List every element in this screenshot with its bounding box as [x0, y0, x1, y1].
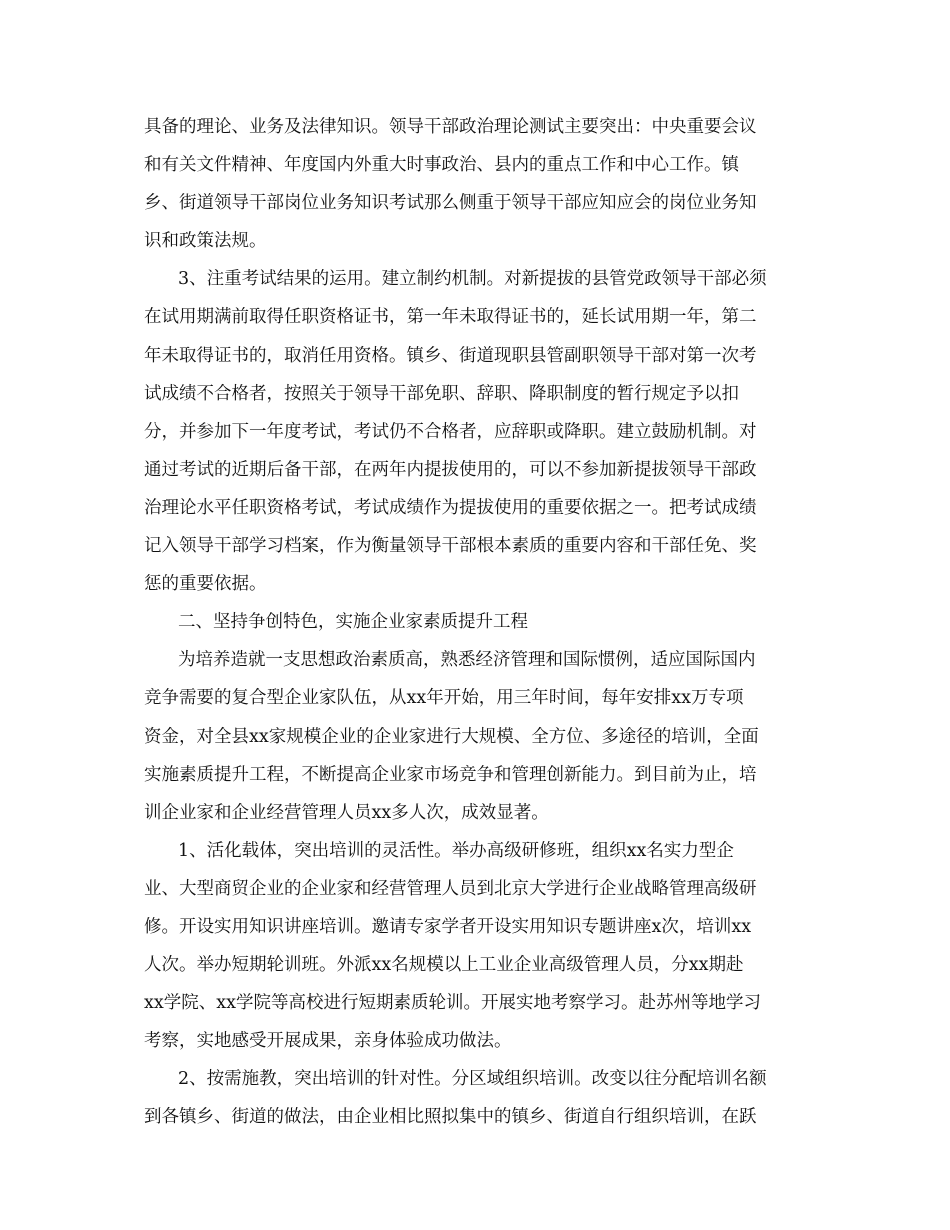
paragraph-first-line: 2、按需施教，突出培训的针对性。分区域组织培训。改变以往分配培训名额 [178, 1069, 767, 1090]
text-line: 和有关文件精神、年度国内外重大时事政治、县内的重点工作和中心工作。镇 [144, 155, 739, 176]
text-line: 业、大型商贸企业的企业家和经营管理人员到北京大学进行企业战略管理高级研 [144, 878, 757, 899]
paragraph-first-line: 1、活化载体，突出培训的灵活性。举办高级研修班，组织xx名实力型企 [178, 840, 734, 861]
text-line: 年未取得证书的，取消任用资格。镇乡、街道现职县管副职领导干部对第一次考 [144, 345, 757, 366]
text-line: 惩的重要依据。 [144, 574, 267, 595]
text-line: 记入领导干部学习档案，作为衡量领导干部根本素质的重要内容和干部任免、奖 [144, 536, 757, 557]
text-line: 训企业家和企业经营管理人员xx多人次，成效显著。 [144, 802, 549, 823]
text-line: 治理论水平任职资格考试，考试成绩作为提拔使用的重要依据之一。把考试成绩 [144, 497, 757, 518]
section-heading: 二、坚持争创特色，实施企业家素质提升工程 [178, 612, 528, 633]
paragraph-first-line: 3、注重考试结果的运用。建立制约机制。对新提拔的县管党政领导干部必须 [178, 269, 767, 290]
text-line: 竞争需要的复合型企业家队伍，从xx年开始，用三年时间，每年安排xx万专项 [144, 688, 744, 709]
text-line: 考察，实地感受开展成果，亲身体验成功做法。 [144, 1031, 512, 1052]
paragraph-first-line: 为培养造就一支思想政治素质高，熟悉经济管理和国际惯例，适应国际国内 [178, 650, 756, 671]
text-line: 通过考试的近期后备干部，在两年内提拔使用的，可以不参加新提拔领导干部政 [144, 459, 757, 480]
text-line: 修。开设实用知识讲座培训。邀请专家学者开设实用知识专题讲座x次，培训xx [144, 916, 752, 937]
text-line: 到各镇乡、街道的做法，由企业相比照拟集中的镇乡、街道自行组织培训，在跃 [144, 1107, 757, 1128]
text-line: 试成绩不合格者，按照关于领导干部免职、辞职、降职制度的暂行规定予以扣 [144, 383, 739, 404]
text-line: 具备的理论、业务及法律知识。领导干部政治理论测试主要突出：中央重要会议 [144, 117, 757, 137]
text-line: 资金，对全县xx家规模企业的企业家进行大规模、全方位、多途径的培训，全面 [144, 726, 759, 747]
text-line: 人次。举办短期轮训班。外派xx名规模以上工业企业高级管理人员，分xx期赴 [144, 955, 744, 976]
text-line: xx学院、xx学院等高校进行短期素质轮训。开展实地考察学习。赴苏州等地学习 [144, 993, 761, 1014]
text-line: 在试用期满前取得任职资格证书，第一年未取得证书的，延长试用期一年，第二 [144, 307, 757, 328]
text-line: 分，并参加下一年度考试，考试仍不合格者，应辞职或降职。建立鼓励机制。对 [144, 421, 757, 442]
text-line: 识和政策法规。 [144, 231, 267, 252]
document-body [144, 108, 810, 1137]
text-line: 乡、街道领导干部岗位业务知识考试那么侧重于领导干部应知应会的岗位业务知 [144, 193, 757, 214]
text-line: 实施素质提升工程，不断提高企业家市场竞争和管理创新能力。到目前为止，培 [144, 764, 757, 785]
